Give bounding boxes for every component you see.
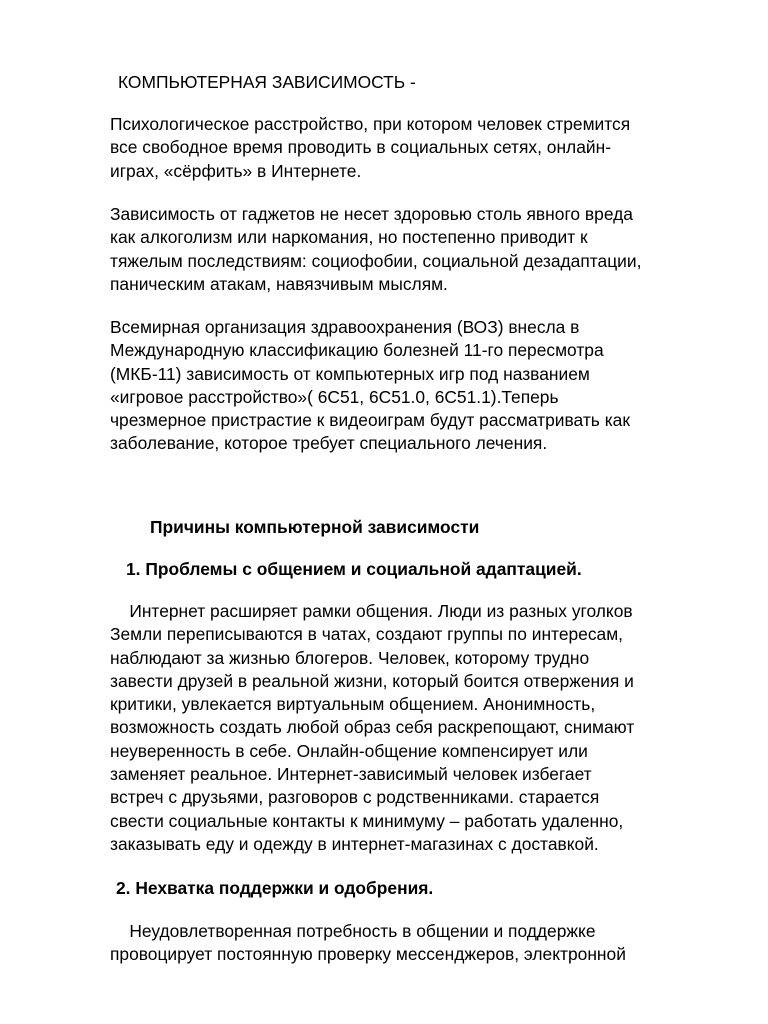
paragraph-definition	[110, 113, 710, 183]
text-line: заказывать еду и одежду в интернет-магазинах с доставкой.	[110, 833, 599, 854]
text-line: паническим атакам, навязчивым мыслям.	[110, 273, 448, 294]
paragraph-who-classification	[110, 316, 710, 456]
section-heading-causes	[150, 516, 750, 539]
text-line: неуверенность в себе. Онлайн-общение компенсирует или	[110, 740, 588, 761]
text-line: провоцирует постоянную проверку мессенджеров, электронной	[110, 944, 626, 965]
list-heading-item-2	[116, 877, 716, 900]
text-line: играх, «сёрфить» в Интернете.	[110, 160, 362, 181]
text-line: Земли переписываются в чатах, создают группы по интересам,	[110, 624, 623, 645]
text-line: Неудовлетворенная потребность в общении и поддержке	[110, 921, 596, 941]
text-line: встреч с друзьями, разговоров с родственниками. старается	[110, 787, 600, 808]
text-line: заменяет реальное. Интернет-зависимый человек избегает	[110, 764, 592, 785]
text-line: все свободное время проводить в социальных сетях, онлайн-	[110, 137, 611, 158]
text-line: критики, увлекается виртуальным общением. Анонимность,	[110, 694, 596, 715]
title-line: КОМПЬЮТЕРНАЯ ЗАВИСИМОСТЬ -	[118, 72, 416, 92]
heading-text: 1. Проблемы с общением и социальной адаптацией.	[126, 559, 582, 579]
text-line: Всемирная организация здравоохранения (ВОЗ) внесла в	[110, 317, 580, 337]
list-heading-item-1	[126, 558, 726, 581]
text-line: Международную классификацию болезней 11-го пересмотра	[110, 340, 604, 361]
heading-text: Причины компьютерной зависимости	[150, 517, 480, 537]
paragraph-support	[110, 920, 710, 967]
text-line: как алкоголизм или наркомания, но постепенно приводит к	[110, 227, 588, 248]
text-line: свести социальные контакты к минимуму – работать удаленно,	[110, 810, 624, 831]
text-line: Интернет расширяет рамки общения. Люди из разных уголков	[110, 601, 633, 621]
text-line: Зависимость от гаджетов не несет здоровью столь явного вреда	[110, 204, 633, 224]
text-line: (МКБ-11) зависимость от компьютерных игр под названием	[110, 363, 590, 384]
paragraph-communication	[110, 600, 710, 856]
text-line: заболевание, которое требует специального лечения.	[110, 433, 548, 454]
text-line: тяжелым последствиям: социофобии, социальной дезадаптации,	[110, 250, 642, 271]
text-line: «игровое расстройство»( 6С51, 6С51.0, 6С51.1).Теперь	[110, 386, 559, 407]
text-line: чрезмерное пристрастие к видеоиграм будут рассматривать как	[110, 410, 630, 431]
paragraph-consequences	[110, 203, 710, 296]
text-line: наблюдают за жизнью блогеров. Человек, которому трудно	[110, 647, 590, 668]
heading-text: 2. Нехватка поддержки и одобрения.	[116, 878, 434, 898]
text-line: возможность создать любой образ себя раскрепощают, снимают	[110, 717, 635, 738]
document-title	[118, 71, 718, 94]
text-line: завести друзей в реальной жизни, который боится отвержения и	[110, 670, 634, 691]
text-line: Психологическое расстройство, при котором человек стремится	[110, 114, 631, 134]
